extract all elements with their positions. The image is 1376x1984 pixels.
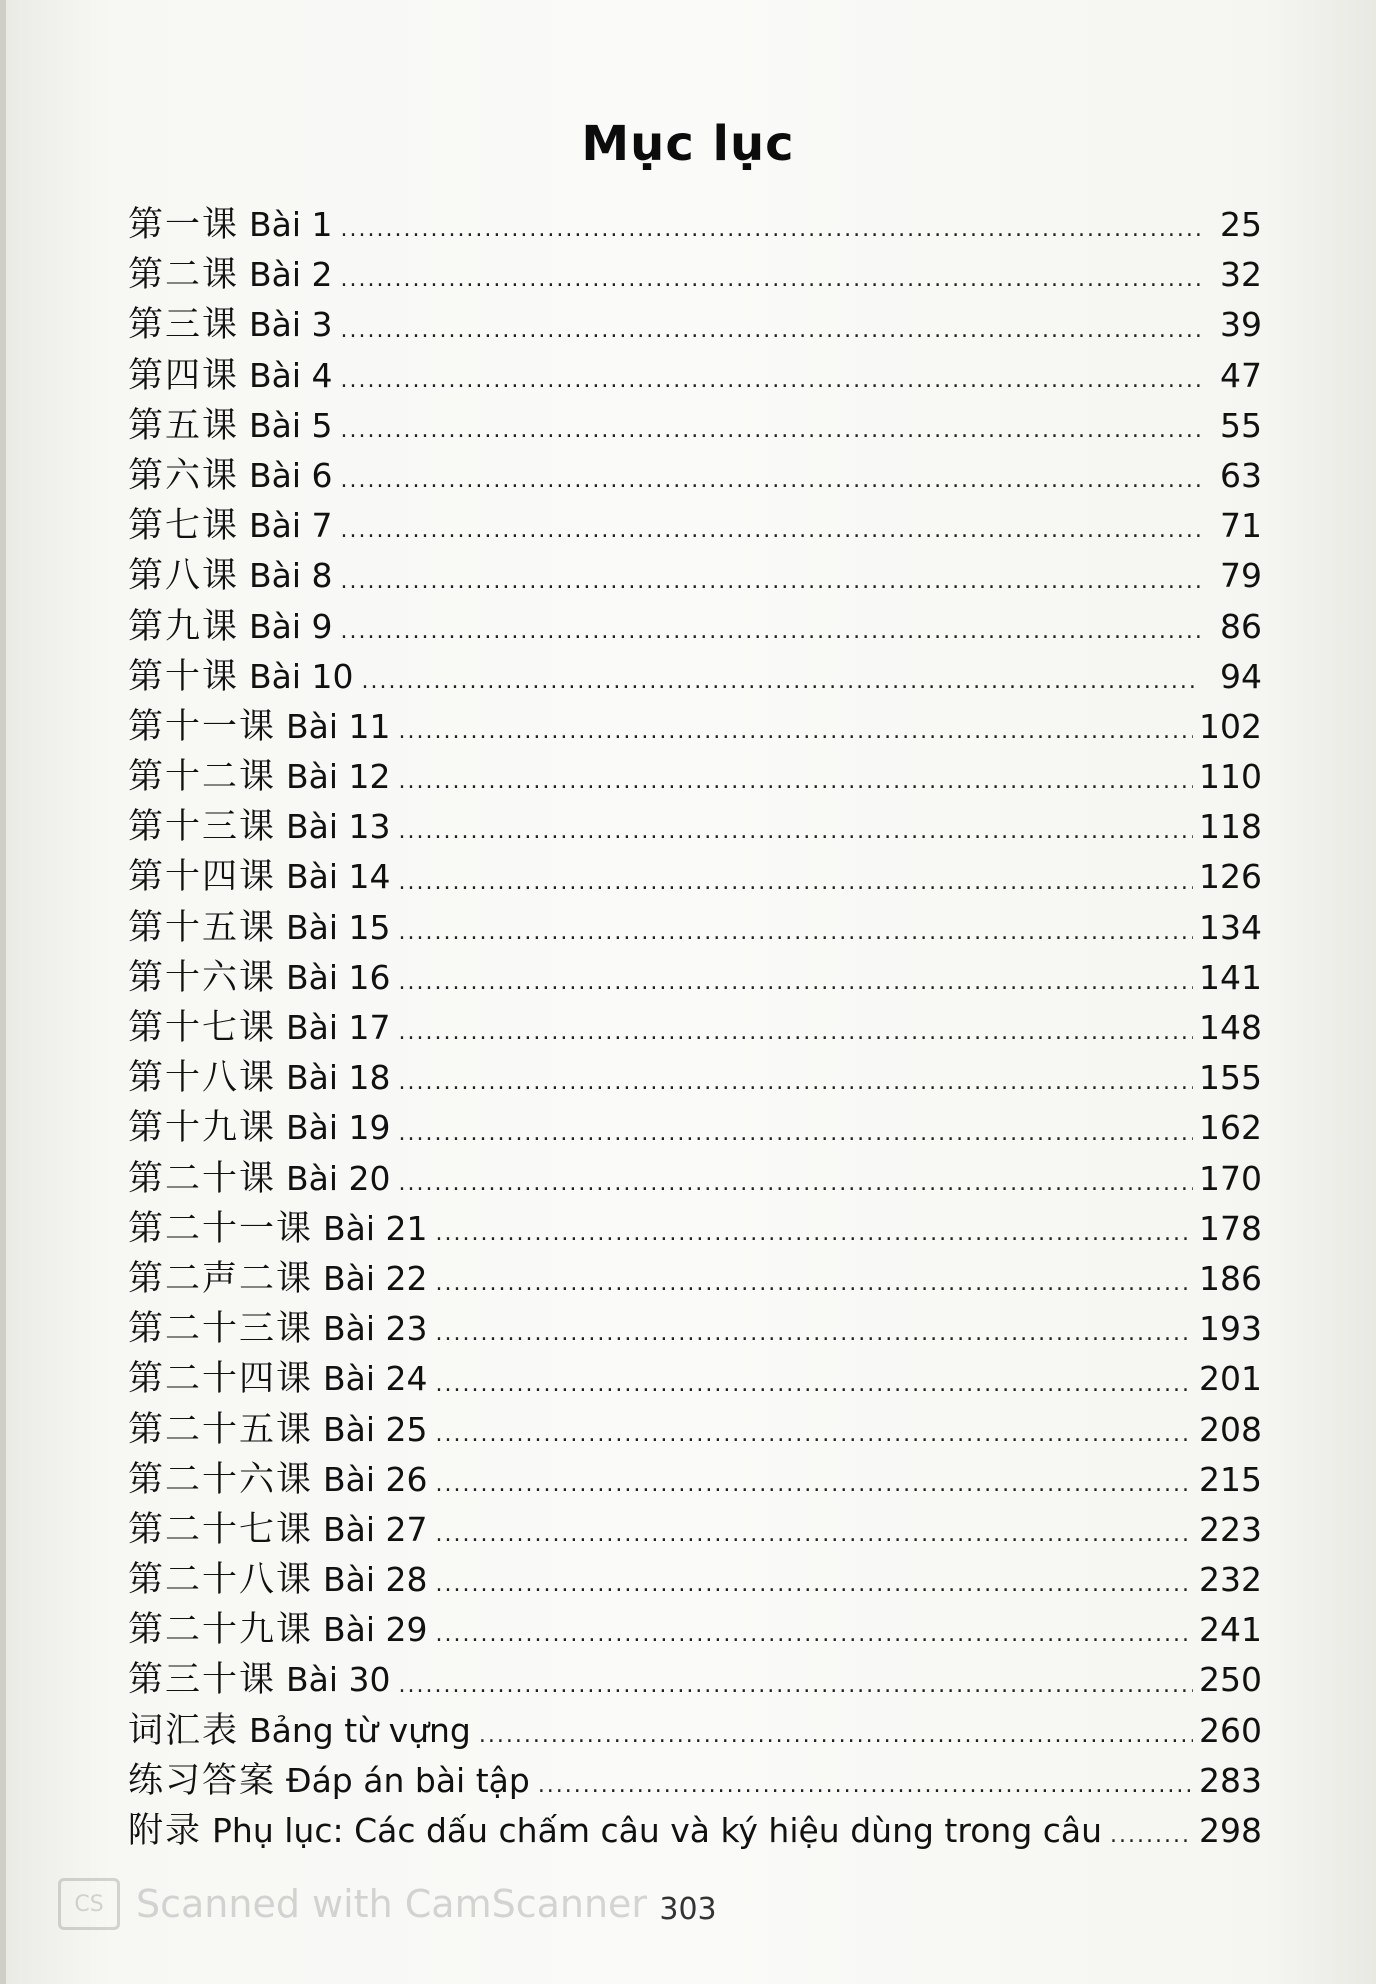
toc-entry bbox=[128, 1405, 1262, 1455]
toc-entry-vietnamese-title: Đáp án bài tập bbox=[286, 1760, 530, 1800]
toc-entry-page-number: 141 bbox=[1199, 957, 1262, 997]
toc-entry-vietnamese-title: Bài 22 bbox=[323, 1258, 428, 1298]
dot-leader bbox=[436, 1625, 1193, 1645]
dot-leader bbox=[436, 1425, 1193, 1445]
toc-entry-page-number: 25 bbox=[1220, 205, 1262, 244]
toc-entry bbox=[128, 1655, 1262, 1705]
toc-entry-chinese-title: 第十七课 bbox=[128, 1008, 277, 1048]
toc-entry-vietnamese-title: Bài 19 bbox=[286, 1108, 391, 1148]
toc-entry bbox=[128, 903, 1262, 953]
toc-entry-chinese-title: 第二十三课 bbox=[128, 1309, 314, 1350]
toc-entry bbox=[128, 702, 1262, 752]
table-of-contents bbox=[128, 200, 1262, 1856]
toc-entry-chinese-title: 第十五课 bbox=[128, 907, 277, 948]
toc-entry-page-number: 201 bbox=[1199, 1359, 1262, 1399]
toc-entry-vietnamese-title: Bài 26 bbox=[323, 1459, 428, 1499]
toc-entry-vietnamese-title: Bài 17 bbox=[286, 1008, 391, 1047]
dot-leader bbox=[399, 822, 1193, 842]
toc-entry bbox=[128, 501, 1262, 551]
dot-leader bbox=[362, 672, 1200, 692]
dot-leader bbox=[341, 371, 1200, 391]
toc-entry-vietnamese-title: Bảng từ vựng bbox=[249, 1710, 471, 1750]
toc-entry-page-number: 241 bbox=[1199, 1610, 1262, 1650]
toc-entry-page-number: 155 bbox=[1199, 1058, 1262, 1098]
toc-entry bbox=[128, 1154, 1262, 1204]
toc-entry-chinese-title: 第二课 bbox=[128, 255, 240, 296]
toc-entry-vietnamese-title: Bài 21 bbox=[323, 1208, 428, 1248]
toc-entry-page-number: 193 bbox=[1199, 1309, 1262, 1349]
dot-leader bbox=[399, 1124, 1193, 1144]
toc-entry-page-number: 250 bbox=[1199, 1660, 1262, 1700]
toc-entry bbox=[128, 1053, 1262, 1103]
toc-entry-page-number: 162 bbox=[1199, 1108, 1262, 1148]
dot-leader bbox=[399, 973, 1193, 993]
toc-entry-vietnamese-title: Bài 5 bbox=[249, 405, 333, 445]
dot-leader bbox=[399, 1023, 1193, 1043]
toc-entry-page-number: 47 bbox=[1220, 355, 1262, 395]
toc-entry-vietnamese-title: Bài 9 bbox=[249, 606, 333, 646]
toc-entry bbox=[128, 1254, 1262, 1304]
dot-leader bbox=[436, 1274, 1193, 1294]
toc-entry-vietnamese-title: Bài 7 bbox=[249, 506, 333, 546]
toc-entry-vietnamese-title: Bài 16 bbox=[286, 957, 391, 997]
toc-entry-chinese-title: 第六课 bbox=[128, 455, 240, 496]
toc-entry bbox=[128, 802, 1262, 852]
camscanner-logo-icon: CS bbox=[58, 1878, 120, 1930]
dot-leader bbox=[479, 1726, 1193, 1746]
toc-entry-vietnamese-title: Bài 8 bbox=[249, 556, 333, 596]
toc-entry bbox=[128, 351, 1262, 401]
toc-entry-chinese-title: 第七课 bbox=[128, 506, 240, 547]
toc-entry-page-number: 223 bbox=[1199, 1509, 1262, 1549]
toc-entry-chinese-title: 第一课 bbox=[128, 205, 240, 245]
toc-entry-chinese-title: 第十八课 bbox=[128, 1058, 277, 1099]
toc-entry-chinese-title: 第二十九课 bbox=[128, 1610, 314, 1651]
toc-entry-vietnamese-title: Bài 29 bbox=[323, 1610, 428, 1650]
toc-entry bbox=[128, 250, 1262, 300]
toc-entry-page-number: 110 bbox=[1199, 757, 1262, 797]
toc-entry bbox=[128, 1003, 1262, 1053]
toc-entry-chinese-title: 第二十课 bbox=[128, 1158, 277, 1199]
toc-entry-page-number: 134 bbox=[1199, 907, 1262, 947]
page-title: Mục lục bbox=[581, 116, 795, 172]
dot-leader bbox=[436, 1575, 1193, 1595]
toc-entry bbox=[128, 1706, 1262, 1756]
toc-entry bbox=[128, 1304, 1262, 1354]
toc-entry-vietnamese-title: Bài 4 bbox=[249, 355, 333, 395]
toc-entry-page-number: 118 bbox=[1199, 807, 1262, 847]
toc-entry-vietnamese-title: Bài 2 bbox=[249, 255, 333, 295]
toc-entry-page-number: 126 bbox=[1199, 857, 1262, 897]
watermark-text: Scanned with CamScanner bbox=[136, 1882, 648, 1926]
toc-entry-chinese-title: 第三课 bbox=[128, 305, 240, 346]
toc-entry bbox=[128, 1455, 1262, 1505]
dot-leader bbox=[538, 1776, 1193, 1796]
toc-entry bbox=[128, 551, 1262, 601]
toc-entry-page-number: 232 bbox=[1199, 1560, 1262, 1600]
dot-leader bbox=[436, 1324, 1193, 1344]
dot-leader bbox=[341, 220, 1200, 240]
dot-leader bbox=[399, 923, 1193, 943]
toc-entry bbox=[128, 1605, 1262, 1655]
toc-entry-page-number: 283 bbox=[1199, 1760, 1262, 1800]
toc-entry-chinese-title: 第二十六课 bbox=[128, 1459, 314, 1500]
dot-leader bbox=[1110, 1826, 1193, 1846]
dot-leader bbox=[399, 772, 1193, 792]
toc-entry-vietnamese-title: Bài 6 bbox=[249, 455, 333, 495]
page-edge-shadow bbox=[0, 0, 6, 1984]
dot-leader bbox=[436, 1375, 1193, 1395]
toc-entry-vietnamese-title: Bài 3 bbox=[249, 305, 333, 345]
toc-entry bbox=[128, 451, 1262, 501]
toc-entry-chinese-title: 第九课 bbox=[128, 606, 240, 647]
toc-entry-vietnamese-title: Bài 28 bbox=[323, 1560, 428, 1600]
toc-entry bbox=[128, 401, 1262, 451]
toc-entry-page-number: 94 bbox=[1220, 656, 1262, 696]
toc-entry bbox=[128, 752, 1262, 802]
toc-entry-vietnamese-title: Bài 1 bbox=[249, 205, 333, 244]
dot-leader bbox=[399, 1676, 1193, 1696]
toc-entry-vietnamese-title: Bài 10 bbox=[249, 656, 354, 696]
toc-entry-chinese-title: 第二十四课 bbox=[128, 1359, 314, 1400]
toc-entry-page-number: 86 bbox=[1220, 606, 1262, 646]
toc-entry-page-number: 298 bbox=[1199, 1811, 1262, 1850]
dot-leader bbox=[341, 622, 1200, 642]
toc-entry-chinese-title: 第二声二课 bbox=[128, 1258, 314, 1299]
toc-entry-page-number: 102 bbox=[1199, 706, 1262, 746]
toc-entry bbox=[128, 1505, 1262, 1555]
toc-entry bbox=[128, 1103, 1262, 1153]
toc-entry-page-number: 178 bbox=[1199, 1208, 1262, 1248]
toc-entry-page-number: 79 bbox=[1220, 556, 1262, 596]
toc-entry-vietnamese-title: Bài 20 bbox=[286, 1158, 391, 1198]
toc-entry-page-number: 32 bbox=[1220, 255, 1262, 295]
dot-leader bbox=[399, 1073, 1193, 1093]
toc-entry-chinese-title: 词汇表 bbox=[128, 1710, 240, 1751]
toc-entry-chinese-title: 第十课 bbox=[128, 656, 240, 697]
toc-entry-vietnamese-title: Bài 25 bbox=[323, 1409, 428, 1449]
toc-entry bbox=[128, 953, 1262, 1003]
toc-entry bbox=[128, 602, 1262, 652]
toc-entry-vietnamese-title: Bài 24 bbox=[323, 1359, 428, 1399]
toc-entry bbox=[128, 1555, 1262, 1605]
toc-entry-page-number: 55 bbox=[1220, 405, 1262, 445]
toc-entry-chinese-title: 第八课 bbox=[128, 556, 240, 597]
toc-entry-chinese-title: 第五课 bbox=[128, 405, 240, 446]
dot-leader bbox=[436, 1475, 1193, 1495]
dot-leader bbox=[341, 321, 1200, 341]
toc-entry-chinese-title: 第二十一课 bbox=[128, 1208, 314, 1249]
dot-leader bbox=[399, 722, 1193, 742]
toc-entry-vietnamese-title: Bài 13 bbox=[286, 807, 391, 847]
toc-entry bbox=[128, 852, 1262, 902]
dot-leader bbox=[436, 1224, 1193, 1244]
toc-entry-chinese-title: 第二十八课 bbox=[128, 1560, 314, 1601]
toc-entry-chinese-title: 练习答案 bbox=[128, 1760, 277, 1801]
toc-entry-vietnamese-title: Phụ lục: Các dấu chấm câu và ký hiệu dùng trong câu bbox=[212, 1811, 1103, 1850]
toc-entry-page-number: 186 bbox=[1199, 1258, 1262, 1298]
dot-leader bbox=[341, 521, 1200, 541]
dot-leader bbox=[341, 421, 1200, 441]
toc-entry-chinese-title: 第四课 bbox=[128, 355, 240, 396]
toc-entry-chinese-title: 附录 bbox=[128, 1811, 203, 1851]
toc-entry-page-number: 208 bbox=[1199, 1409, 1262, 1449]
dot-leader bbox=[341, 572, 1200, 592]
toc-entry-vietnamese-title: Bài 27 bbox=[323, 1509, 428, 1549]
toc-entry-vietnamese-title: Bài 11 bbox=[286, 706, 391, 746]
toc-entry-vietnamese-title: Bài 14 bbox=[286, 857, 391, 897]
toc-entry-page-number: 215 bbox=[1199, 1459, 1262, 1499]
toc-entry-chinese-title: 第十九课 bbox=[128, 1108, 277, 1149]
dot-leader bbox=[399, 1174, 1193, 1194]
toc-entry-page-number: 63 bbox=[1220, 455, 1262, 495]
dot-leader bbox=[399, 873, 1193, 893]
dot-leader bbox=[341, 471, 1200, 491]
toc-entry-vietnamese-title: Bài 30 bbox=[286, 1660, 391, 1700]
toc-entry bbox=[128, 1204, 1262, 1254]
toc-entry-page-number: 148 bbox=[1199, 1008, 1262, 1047]
toc-entry-vietnamese-title: Bài 12 bbox=[286, 757, 391, 797]
toc-entry-chinese-title: 第十二课 bbox=[128, 757, 277, 798]
toc-entry-chinese-title: 第十三课 bbox=[128, 807, 277, 848]
toc-entry-page-number: 260 bbox=[1199, 1710, 1262, 1750]
toc-entry bbox=[128, 1756, 1262, 1806]
toc-entry bbox=[128, 300, 1262, 350]
page-number: 303 bbox=[659, 1892, 717, 1927]
toc-entry bbox=[128, 200, 1262, 250]
toc-entry-chinese-title: 第三十课 bbox=[128, 1660, 277, 1701]
toc-entry-vietnamese-title: Bài 15 bbox=[286, 907, 391, 947]
toc-entry bbox=[128, 1806, 1262, 1856]
toc-entry-chinese-title: 第二十七课 bbox=[128, 1509, 314, 1550]
toc-entry-page-number: 39 bbox=[1220, 305, 1262, 345]
toc-entry-chinese-title: 第十六课 bbox=[128, 957, 277, 998]
toc-entry-chinese-title: 第二十五课 bbox=[128, 1409, 314, 1450]
camscanner-watermark bbox=[58, 1878, 647, 1930]
toc-entry-chinese-title: 第十一课 bbox=[128, 706, 277, 747]
dot-leader bbox=[436, 1525, 1193, 1545]
toc-entry-vietnamese-title: Bài 23 bbox=[323, 1309, 428, 1349]
toc-entry-vietnamese-title: Bài 18 bbox=[286, 1058, 391, 1098]
toc-entry bbox=[128, 1354, 1262, 1404]
toc-entry-page-number: 170 bbox=[1199, 1158, 1262, 1198]
dot-leader bbox=[341, 270, 1200, 290]
toc-entry bbox=[128, 652, 1262, 702]
toc-entry-page-number: 71 bbox=[1220, 506, 1262, 546]
toc-entry-chinese-title: 第十四课 bbox=[128, 857, 277, 898]
